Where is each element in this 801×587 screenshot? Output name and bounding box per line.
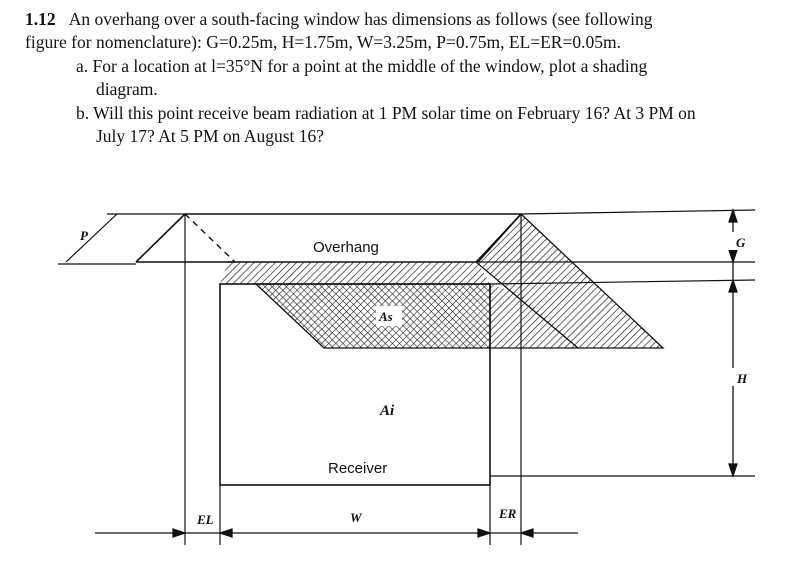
projection-dashed-line <box>185 214 235 262</box>
problem-number: 1.12 <box>25 9 56 29</box>
label-P: P <box>80 228 88 243</box>
label-H: H <box>737 371 748 386</box>
part-a-line2: diagram. <box>96 79 158 99</box>
label-receiver: Receiver <box>328 460 388 477</box>
label-W: W <box>350 510 362 525</box>
problem-intro-line1: An overhang over a south-facing window has dimensions as follows (see following <box>68 9 653 29</box>
part-b-line1: b. Will this point receive beam radiation at 1 PM solar time on February 16? At 3 PM on <box>76 103 696 123</box>
shaded-area-As <box>256 284 490 348</box>
label-As: As <box>379 309 393 324</box>
label-overhang: Overhang <box>313 239 379 256</box>
label-Ai: Ai <box>380 403 395 419</box>
dimension-bottom <box>95 529 578 537</box>
part-b-line2: July 17? At 5 PM on August 16? <box>96 126 325 146</box>
problem-intro-line2: figure for nomenclature): G=0.25m, H=1.75m, W=3.25m, P=0.75m, EL=ER=0.05m. <box>25 32 621 52</box>
label-G: G <box>736 235 746 250</box>
shadow-band <box>220 262 490 284</box>
part-a-line1: a. For a location at l=35°N for a point at the middle of the window, plot a shading <box>76 56 648 76</box>
label-EL: EL <box>197 512 214 527</box>
extension-lines <box>185 210 755 545</box>
dimension-P <box>58 214 185 264</box>
label-ER: ER <box>499 506 517 521</box>
